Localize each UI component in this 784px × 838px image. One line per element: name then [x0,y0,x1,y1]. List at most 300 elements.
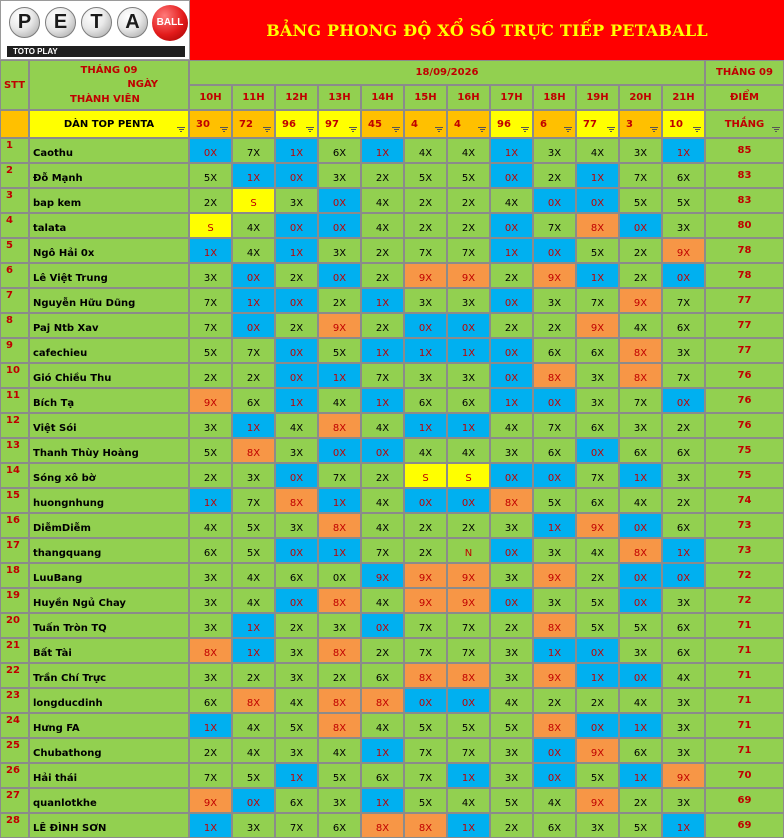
result-cell: 6X [533,338,576,363]
result-cell: 3X [490,513,533,538]
filter-icon[interactable] [607,127,615,133]
result-cell: 6X [318,138,361,163]
result-cell: 0X [275,288,318,313]
member-name: Huyền Ngủ Chay [29,588,189,613]
result-cell: 2X [318,288,361,313]
row-number: 6 [0,263,29,288]
result-cell: 3X [189,613,232,638]
result-cell: 9X [447,563,490,588]
result-cell: 0X [490,288,533,313]
result-cell: 3X [662,463,705,488]
result-cell: 4X [361,713,404,738]
member-name: Việt Sói [29,413,189,438]
result-cell: 1X [404,338,447,363]
table-row [0,488,784,513]
top-value-cell [533,110,576,138]
result-cell: 1X [275,763,318,788]
member-name: Hải thái [29,763,189,788]
result-cell: 7X [404,238,447,263]
row-number: 9 [0,338,29,363]
member-name: Nguyễn Hữu Dũng [29,288,189,313]
hour-header-11h: 11H [232,85,275,110]
result-cell: 0X [361,613,404,638]
result-cell: 3X [533,288,576,313]
result-cell: S [232,188,275,213]
hour-header-13h: 13H [318,85,361,110]
hour-header-17h: 17H [490,85,533,110]
result-cell: 1X [232,163,275,188]
page-title: BẢNG PHONG ĐỘ XỔ SỐ TRỰC TIẾP PETABALL [190,0,784,60]
result-cell: 3X [619,138,662,163]
member-name: quanlotkhe [29,788,189,813]
result-cell: 0X [361,438,404,463]
result-cell: 3X [189,663,232,688]
result-cell: 5X [662,188,705,213]
result-cell: 7X [189,763,232,788]
win-score: 71 [705,638,784,663]
member-name: Caothu [29,138,189,163]
win-score: 83 [705,163,784,188]
hour-header-19h: 19H [576,85,619,110]
win-score: 76 [705,388,784,413]
result-cell: 0X [533,188,576,213]
result-cell: 7X [619,163,662,188]
result-cell: 6X [404,388,447,413]
result-cell: 1X [361,738,404,763]
result-cell: 2X [619,263,662,288]
result-cell: 8X [619,538,662,563]
result-cell: 2X [662,488,705,513]
result-cell: 4X [361,413,404,438]
result-cell: 1X [619,713,662,738]
result-cell: 3X [447,363,490,388]
row-number: 11 [0,388,29,413]
result-cell: 4X [232,713,275,738]
row-number: 1 [0,138,29,163]
row-number: 17 [0,538,29,563]
hour-header-10h: 10H [189,85,232,110]
row-number: 28 [0,813,29,838]
result-cell: S [189,213,232,238]
row-number: 2 [0,163,29,188]
result-cell: 7X [533,413,576,438]
win-score: 73 [705,513,784,538]
result-cell: 2X [189,188,232,213]
table-row [0,163,784,188]
result-cell: 3X [576,388,619,413]
result-cell: 0X [275,163,318,188]
win-score: 77 [705,313,784,338]
result-cell: 2X [275,613,318,638]
result-cell: 0X [490,588,533,613]
top-value-cell [447,110,490,138]
win-score: 80 [705,213,784,238]
result-cell: 2X [490,263,533,288]
result-cell: 0X [404,488,447,513]
top-value: 77 [583,118,597,130]
result-cell: 8X [490,488,533,513]
result-cell: 6X [189,538,232,563]
month-left-label: THÁNG 09 [80,65,138,76]
member-name: LuuBang [29,563,189,588]
result-cell: 2X [404,188,447,213]
win-score: 69 [705,788,784,813]
member-header [29,60,189,110]
result-cell: 0X [318,263,361,288]
top-value: 4 [454,118,461,130]
result-cell: 4X [447,438,490,463]
row-number: 13 [0,438,29,463]
result-cell: 2X [662,413,705,438]
result-cell: 3X [533,588,576,613]
row-number: 25 [0,738,29,763]
result-cell: 7X [662,363,705,388]
result-cell: 1X [189,238,232,263]
result-cell: 8X [318,638,361,663]
result-cell: 2X [361,238,404,263]
result-cell: 6X [576,413,619,438]
result-cell: 5X [576,763,619,788]
result-cell: 7X [533,213,576,238]
result-cell: 6X [189,688,232,713]
table-row [0,213,784,238]
win-label: THẮNG [724,118,765,130]
result-cell: 8X [361,688,404,713]
result-cell: 2X [404,538,447,563]
hour-header-20h: 20H [619,85,662,110]
filter-icon[interactable] [306,127,314,133]
result-cell: 3X [275,438,318,463]
filter-icon[interactable] [349,127,357,133]
result-cell: 2X [576,563,619,588]
result-cell: 2X [361,638,404,663]
row-number: 24 [0,713,29,738]
result-cell: 1X [576,263,619,288]
result-cell: 2X [447,213,490,238]
result-cell: 4X [619,688,662,713]
result-cell: 7X [361,363,404,388]
result-cell: 2X [404,213,447,238]
top-value: 96 [282,118,296,130]
win-score: 71 [705,663,784,688]
result-cell: 9X [662,238,705,263]
result-cell: 1X [447,763,490,788]
member-name: cafechieu [29,338,189,363]
result-cell: 3X [490,438,533,463]
result-cell: 3X [662,788,705,813]
result-cell: 6X [576,338,619,363]
win-score: 77 [705,338,784,363]
result-cell: 3X [275,738,318,763]
result-cell: 4X [361,213,404,238]
table-row [0,263,784,288]
result-cell: 8X [275,488,318,513]
result-cell: 6X [619,438,662,463]
result-cell: 4X [189,513,232,538]
result-cell: 0X [662,388,705,413]
result-cell: 8X [318,413,361,438]
result-cell: 3X [576,813,619,838]
result-cell: 4X [576,538,619,563]
row-number: 5 [0,238,29,263]
result-cell: 8X [404,813,447,838]
result-cell: 0X [576,713,619,738]
result-cell: 3X [490,563,533,588]
result-cell: 0X [576,438,619,463]
result-cell: 1X [490,238,533,263]
result-cell: 3X [490,638,533,663]
member-name: Bất Tài [29,638,189,663]
result-cell: 6X [361,663,404,688]
result-cell: 5X [404,163,447,188]
result-cell: 9X [404,263,447,288]
result-cell: 9X [576,738,619,763]
result-cell: 3X [533,538,576,563]
member-name: talata [29,213,189,238]
result-cell: 6X [361,763,404,788]
result-cell: 7X [189,288,232,313]
result-cell: 5X [619,613,662,638]
top-value-cell [189,110,232,138]
result-cell: 7X [619,388,662,413]
result-cell: 1X [361,138,404,163]
result-cell: 5X [447,163,490,188]
result-cell: 7X [232,338,275,363]
result-cell: 9X [576,788,619,813]
result-cell: 3X [275,188,318,213]
row-number: 19 [0,588,29,613]
result-cell: 1X [533,638,576,663]
win-score: 74 [705,488,784,513]
result-cell: 2X [275,313,318,338]
result-cell: 2X [576,688,619,713]
top-value: 97 [325,118,339,130]
filter-icon[interactable] [564,127,572,133]
result-cell: 9X [404,588,447,613]
table-row [0,688,784,713]
result-cell: 8X [404,663,447,688]
result-cell: 0X [447,688,490,713]
result-cell: 4X [490,413,533,438]
win-score: 83 [705,188,784,213]
result-cell: 4X [232,238,275,263]
result-cell: 5X [447,713,490,738]
result-cell: 6X [275,788,318,813]
result-cell: 1X [619,463,662,488]
result-cell: 4X [619,488,662,513]
top-value: 3 [626,118,633,130]
win-score: 72 [705,563,784,588]
result-cell: 3X [189,413,232,438]
result-cell: 9X [662,763,705,788]
result-cell: 3X [404,363,447,388]
result-cell: 0X [189,138,232,163]
member-name: bap kem [29,188,189,213]
result-cell: 5X [318,338,361,363]
result-cell: 7X [576,288,619,313]
filter-icon[interactable] [478,127,486,133]
result-cell: 4X [361,513,404,538]
result-cell: 0X [533,238,576,263]
filter-icon[interactable] [177,127,185,133]
result-cell: 8X [576,213,619,238]
result-cell: 9X [318,313,361,338]
result-cell: 4X [361,188,404,213]
result-cell: 5X [232,763,275,788]
result-cell: 3X [490,763,533,788]
result-cell: 4X [232,213,275,238]
result-cell: 9X [189,388,232,413]
result-cell: 8X [232,688,275,713]
result-cell: 0X [490,163,533,188]
result-cell: 1X [232,413,275,438]
member-name: Bích Tạ [29,388,189,413]
member-label: THÀNH VIÊN [70,94,140,105]
result-cell: 7X [447,738,490,763]
result-cell: 3X [662,213,705,238]
result-cell: 3X [275,663,318,688]
table-row [0,613,784,638]
filter-icon[interactable] [650,127,658,133]
top-value-cell [404,110,447,138]
stt-header: STT [0,60,29,110]
result-cell: 3X [662,588,705,613]
result-cell: 7X [447,638,490,663]
result-cell: 5X [576,588,619,613]
result-cell: 0X [533,738,576,763]
result-cell: 3X [662,738,705,763]
table-row [0,588,784,613]
result-cell: 2X [275,263,318,288]
result-cell: 8X [533,613,576,638]
result-cell: 1X [619,763,662,788]
result-cell: 7X [662,288,705,313]
result-cell: 7X [318,463,361,488]
member-name: Ngô Hải 0x [29,238,189,263]
result-cell: 1X [318,488,361,513]
result-cell: 1X [404,413,447,438]
filter-icon[interactable] [220,127,228,133]
result-cell: 4X [533,788,576,813]
result-cell: 4X [318,738,361,763]
win-score: 76 [705,363,784,388]
logo-letter-ball: A [117,7,148,38]
result-cell: 3X [189,263,232,288]
result-cell: 5X [189,338,232,363]
result-cell: 4X [490,188,533,213]
result-cell: 2X [490,313,533,338]
result-cell: 2X [232,363,275,388]
table-row [0,138,784,163]
result-cell: 8X [318,588,361,613]
filter-icon[interactable] [521,127,529,133]
table-row [0,763,784,788]
result-cell: 6X [232,388,275,413]
result-cell: 8X [318,513,361,538]
table-row [0,538,784,563]
member-name: thangquang [29,538,189,563]
result-cell: 8X [447,663,490,688]
result-cell: 1X [232,288,275,313]
member-name: huongnhung [29,488,189,513]
result-cell: 3X [275,513,318,538]
result-cell: 2X [619,788,662,813]
result-cell: 4X [490,688,533,713]
result-cell: 1X [275,388,318,413]
result-cell: 4X [576,138,619,163]
result-cell: 2X [232,663,275,688]
table-row [0,238,784,263]
hour-header-21h: 21H [662,85,705,110]
result-cell: 5X [576,613,619,638]
win-score: 77 [705,288,784,313]
result-cell: 1X [361,388,404,413]
filter-icon[interactable] [693,127,701,133]
result-cell: 0X [404,688,447,713]
result-cell: 2X [533,163,576,188]
result-cell: 0X [404,313,447,338]
member-name: Sóng xô bờ [29,463,189,488]
top-penta-text: DÀN TOP PENTA [63,118,155,130]
result-cell: 3X [447,288,490,313]
row-number: 16 [0,513,29,538]
filter-icon[interactable] [772,127,780,133]
result-cell: 8X [361,813,404,838]
result-cell: 0X [275,338,318,363]
result-cell: 6X [662,513,705,538]
table-row [0,663,784,688]
top-value: 45 [368,118,382,130]
member-name: Hưng FA [29,713,189,738]
result-cell: 3X [318,613,361,638]
result-cell: 5X [533,488,576,513]
month-right-header: THÁNG 09 [705,60,784,85]
member-name: Thanh Thùy Hoàng [29,438,189,463]
member-name: Đỗ Mạnh [29,163,189,188]
result-cell: 6X [662,313,705,338]
result-cell: 6X [662,613,705,638]
table-row [0,363,784,388]
table-row [0,413,784,438]
result-cell: 9X [576,513,619,538]
result-cell: 9X [533,563,576,588]
result-cell: 0X [490,463,533,488]
win-score: 72 [705,588,784,613]
result-cell: 1X [576,663,619,688]
row-number: 14 [0,463,29,488]
row-number: 23 [0,688,29,713]
result-cell: 2X [447,513,490,538]
result-cell: 4X [404,138,447,163]
filter-icon[interactable] [435,127,443,133]
filter-icon[interactable] [392,127,400,133]
result-cell: 3X [232,813,275,838]
result-cell: 7X [576,463,619,488]
filter-icon[interactable] [263,127,271,133]
result-cell: 0X [232,313,275,338]
member-name: Trần Chí Trực [29,663,189,688]
result-cell: 0X [232,788,275,813]
result-cell: 0X [662,563,705,588]
result-cell: 2X [490,813,533,838]
result-cell: 3X [275,638,318,663]
result-cell: 0X [275,363,318,388]
result-cell: 0X [275,463,318,488]
result-cell: 9X [576,313,619,338]
result-cell: 1X [361,288,404,313]
result-cell: 7X [275,813,318,838]
result-cell: 1X [662,813,705,838]
